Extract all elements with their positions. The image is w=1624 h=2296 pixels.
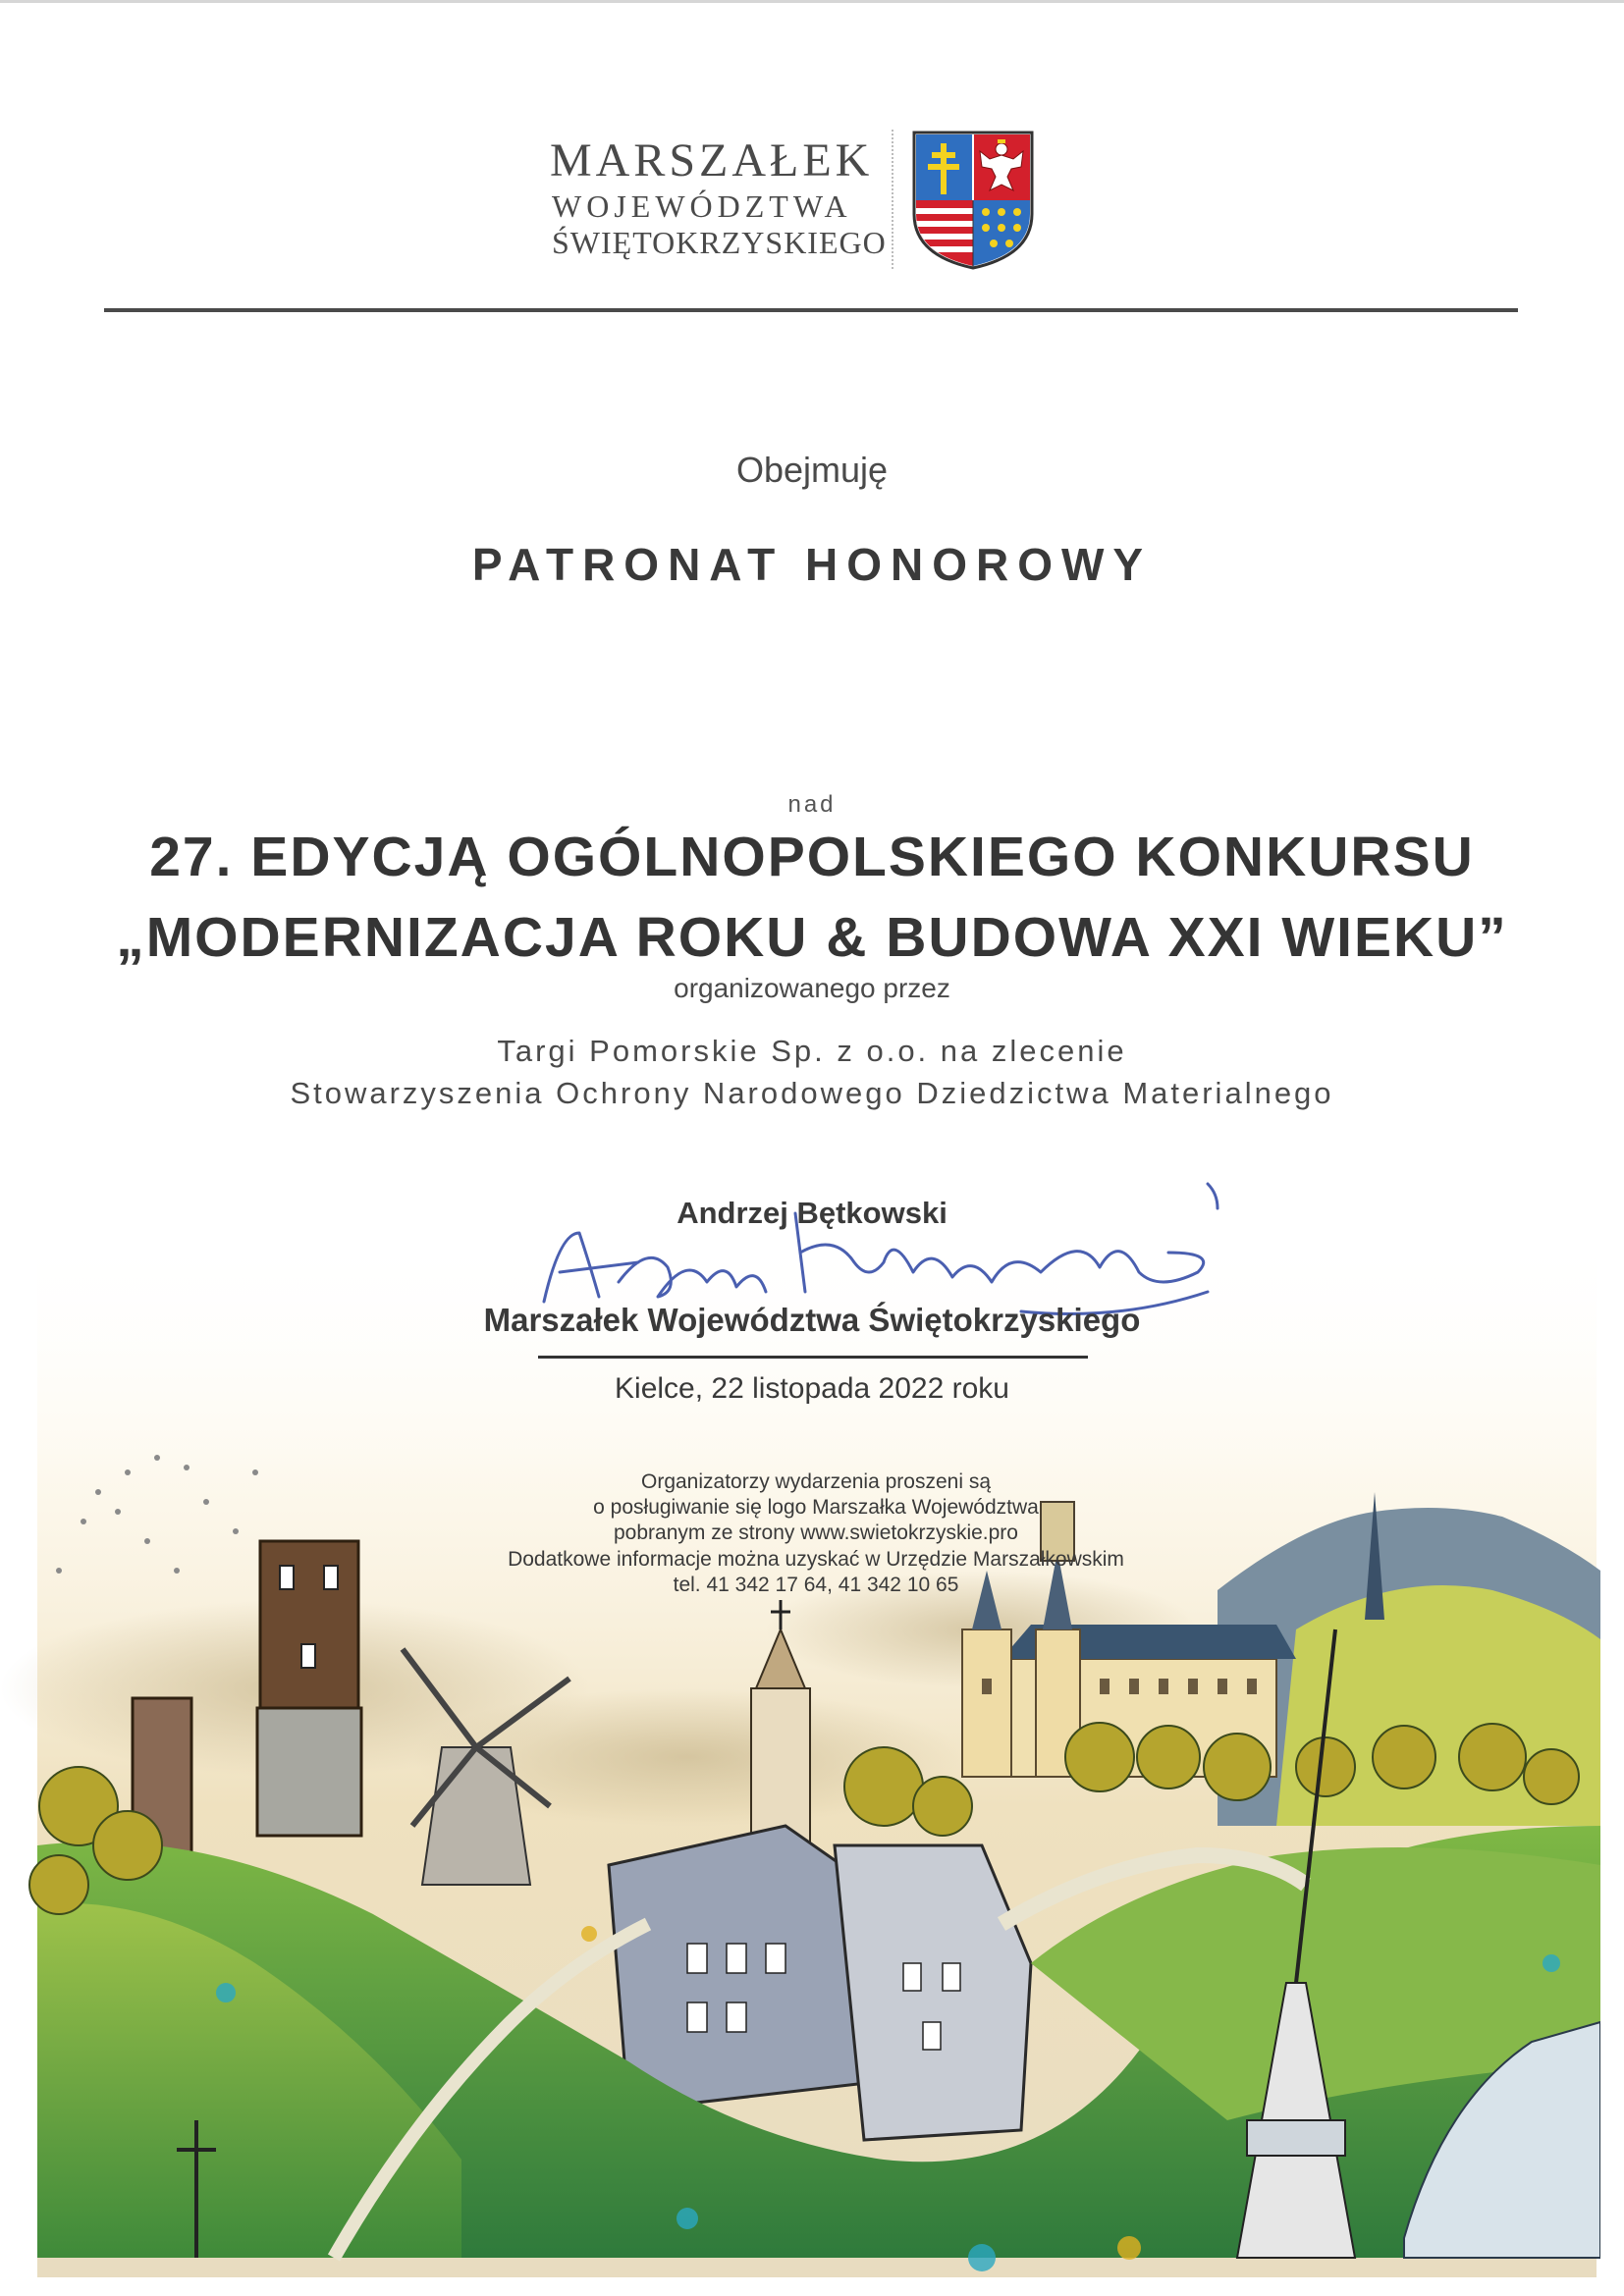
- coat-of-arms-icon: [911, 130, 1035, 271]
- org-name-line2: WOJEWÓDZTWA: [552, 188, 852, 224]
- info-line2: o posługiwanie się logo Marszałka Województwa: [593, 1496, 1039, 1519]
- contest-title-line1: 27. EDYCJĄ OGÓLNOPOLSKIEGO KONKURSU: [149, 826, 1475, 888]
- signature-rule: [538, 1356, 1088, 1359]
- info-line5: tel. 41 342 17 64, 41 342 10 65: [673, 1574, 959, 1596]
- intro-text: Obejmuję: [735, 450, 889, 490]
- signer-name: Andrzej Bętkowski: [677, 1196, 947, 1230]
- patronage-heading: PATRONAT HONOROWY: [471, 539, 1153, 590]
- organizer-line1: Targi Pomorskie Sp. z o.o. na zlecenie: [497, 1034, 1127, 1068]
- organized-by-text: organizowanego przez: [674, 973, 950, 1003]
- contest-title-line2: „MODERNIZACJA ROKU & BUDOWA XXI WIEKU”: [116, 906, 1508, 969]
- header-divider: [892, 130, 893, 269]
- organizer-line2: Stowarzyszenia Ochrony Narodowego Dziedzictwa Materialnego: [290, 1076, 1334, 1110]
- org-name-line1: MARSZAŁEK: [550, 134, 874, 187]
- info-line3: pobranym ze strony www.swietokrzyskie.pro: [614, 1522, 1018, 1544]
- over-text: nad: [787, 791, 837, 818]
- scan-edge: [0, 0, 1624, 3]
- signer-title: Marszałek Województwa Świętokrzyskiego: [483, 1302, 1141, 1338]
- place-date: Kielce, 22 listopada 2022 roku: [615, 1372, 1009, 1405]
- header-rule: [104, 308, 1518, 312]
- info-line4: Dodatkowe informacje można uzyskać w Urzędzie Marszałkowskim: [508, 1548, 1124, 1571]
- info-line1: Organizatorzy wydarzenia proszeni są: [641, 1470, 991, 1493]
- org-name-line3: ŚWIĘTOKRZYSKIEGO: [552, 225, 887, 260]
